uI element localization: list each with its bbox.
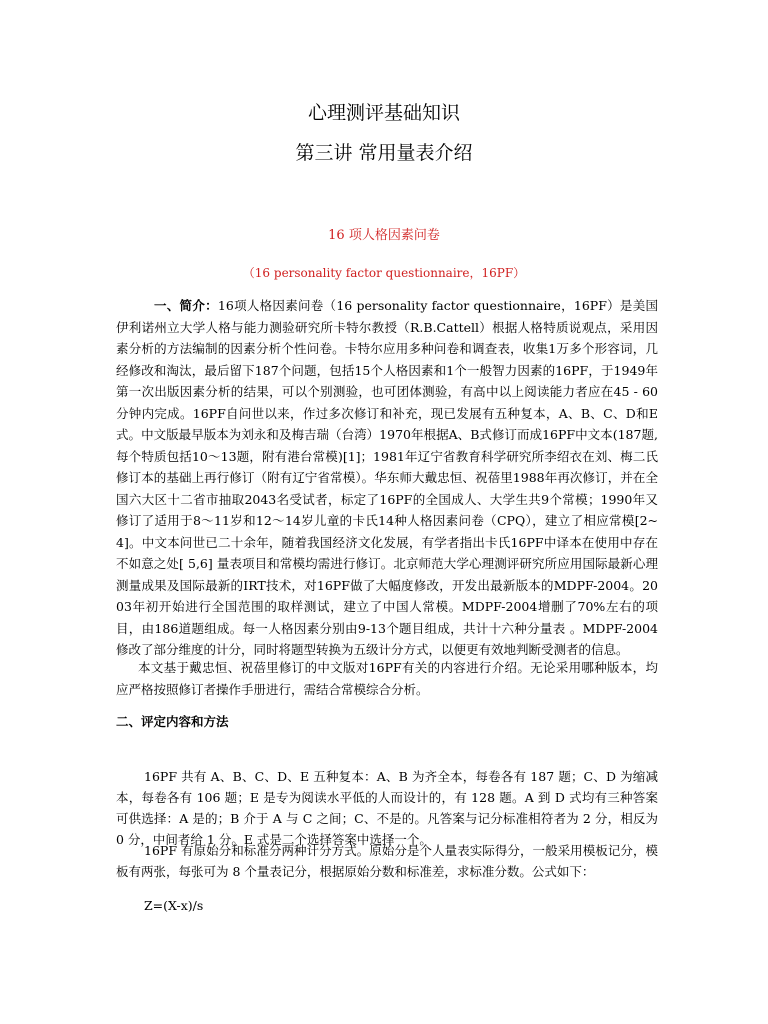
intro-paragraph xyxy=(116,295,658,661)
section-heading-english: （16 personality factor questionnaire，16PF） xyxy=(242,266,526,280)
section2-heading: 二、评定内容和方法 xyxy=(116,714,229,729)
lecture-subtitle: 第三讲 常用量表介绍 xyxy=(295,142,473,164)
intro-text: 16项人格因素问卷（16 personality factor questionnaire，16PF）是美国伊利诺州立大学人格与能力测验研究所卡特尔教授（R.B.Cattell）根据人格特质说观点，采用因素分析的方法编制的因素分析个性问卷。卡特尔应用多种问卷和调查表，收集1万多个形容词，几经修改和淘汰，最后留下187个问题，包括15个人格因素和1个一般智力因素的16PF，于1949年第一次出版因素分析的结果，可以个别测验，也可团体测验，有高中以上阅读能力者应在45 - 60 分钟内完成。16PF自问世以来，作过多次修订和补充，现已发展有五种复本，A、B、C、D和E式。中文版最早版本为刘永和及梅吉瑞（台湾）1970年根据A、B式修订而成16PF中文本(187题,每个特质包括10～13题，附有港台常模)[1]；1981年辽宁省教育科学研究所李绍衣在刘、梅二氏修订本的基础上再行修订（附有辽宁省常模）。华东师大戴忠恒、祝蓓里1988年再次修订，并在全国六大区十二省市抽取2043名受试者，标定了16PF的全国成人、大学生共9个常模；1990年又修订了适用于8～11岁和12～14岁儿童的卡氏14种人格因素问卷（CPQ），建立了相应常模[2~4]。中文本问世已二十余年，随着我国经济文化发展，有学者指出卡氏16PF中译本在使用中存在不如意之处[ 5,6] 量表项目和常模均需进行修订。北京师范大学心理测评研究所应用国际最新心理测量成果及国际最新的IRT技术，对16PF做了大幅度修改，开发出最新版本的MDPF-2004。2003年初开始进行全国范围的取样测试，建立了中国人常模。MDPF-2004增删了70%左右的项目，由186道题组成。每一人格因素分别由9-13个题目组成，共计十六种分量表 。MDPF-2004修改了部分维度的计分，同时将题型转换为五级计分方式，以便更有效地判断受测者的信息。 xyxy=(116,298,658,657)
section-heading-chinese: 16 项人格因素问卷 xyxy=(328,228,440,243)
document-title: 心理测评基础知识 xyxy=(307,102,460,124)
z-score-formula: Z=(X-x)/s xyxy=(144,898,204,913)
intro-label: 一、简介： xyxy=(154,298,218,313)
section2-paragraph-1: 16PF 共有 A、B、C、D、E 五种复本：A、B 为齐全本，每卷各有 187 题；C、D 为缩减本，每卷各有 106 题；E 是专为阅读水平低的人而设计的，有 128 题。A 到 D 式均有三种答案可供选择：A 是的；B 介于 A 与 C 之间；C、不是的。凡答案与记分标准相符者为 2 分，相反为 0 分，中间者给 1 分。E 式是二个选择答案中选择一个。 xyxy=(116,769,658,847)
note-paragraph: 本文基于戴忠恒、祝蓓里修订的中文版对16PF有关的内容进行介绍。无论采用哪种版本，均应严格按照修订者操作手册进行，需结合常模综合分析。 xyxy=(116,660,658,697)
section2-paragraph-2: 16PF 有原始分和标准分两种计分方式。原始分是个人量表实际得分，一般采用模板记分，模板有两张，每张可为 8 个量表记分，根据原始分数和标准差，求标准分数。公式如下： xyxy=(116,843,658,879)
